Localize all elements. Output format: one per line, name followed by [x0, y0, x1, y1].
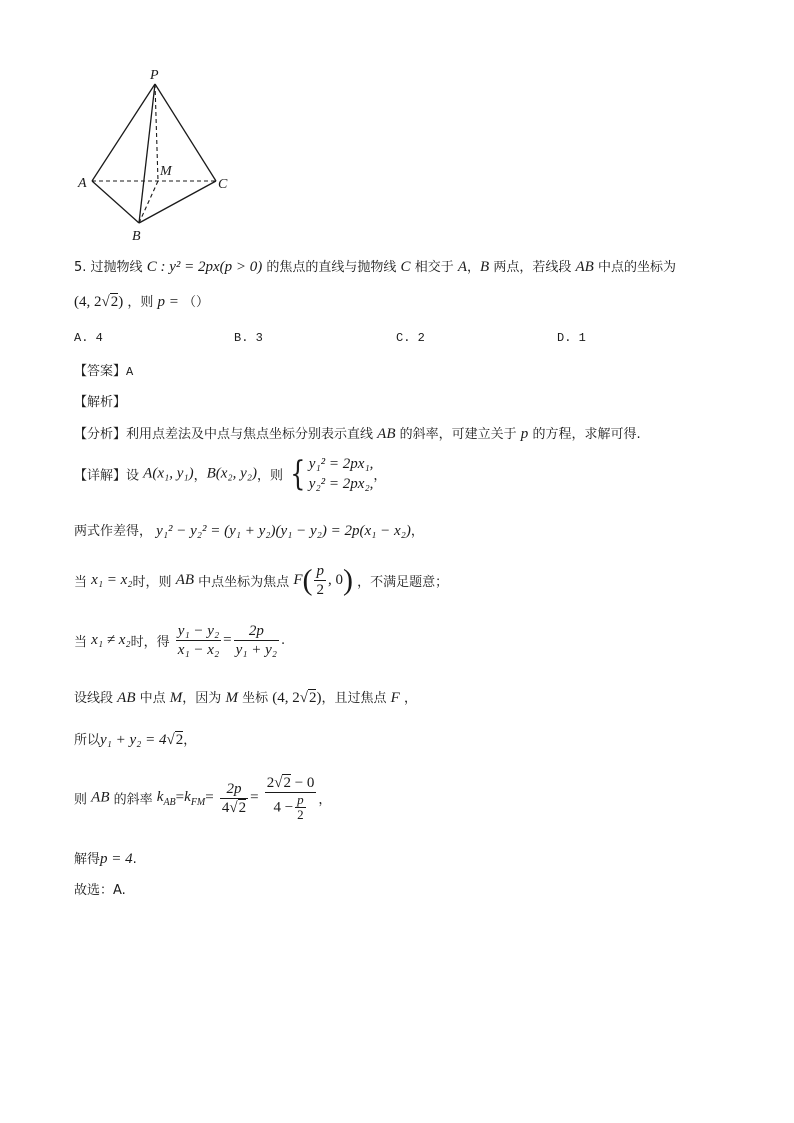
label-b: B	[132, 229, 141, 244]
sum-line: 所以y₁ + y₂ = 4√2，	[74, 732, 197, 748]
edge-ab	[92, 181, 139, 223]
option-a[interactable]: A. 4	[74, 331, 103, 345]
difference-line: 两式作差得， y₁² − y₂² = (y₁ + y₂)(y₁ − y₂) = 2p(x₁ − x₂)，	[74, 523, 424, 539]
option-d[interactable]: D. 1	[557, 331, 586, 345]
equation-system: y₁² = 2px₁, y₂² = 2px₂,	[308, 456, 374, 492]
label-m: M	[160, 164, 172, 179]
midpoint-line: 设线段 AB 中点 M，因为 M 坐标 (4, 2√2)，且过焦点 F ，	[74, 690, 417, 706]
case1-line: 当 x₁ = x₂时，则 AB 中点坐标为焦点 F( $\frac{p}{2}$ , 0) ，不满足题意；	[74, 563, 449, 598]
option-b[interactable]: B. 3	[234, 331, 263, 345]
question-line-1: 5. 过抛物线 C : y² = 2px(p > 0) 的焦点的直线与抛物线 C 相交于 A，B 两点，若线段 AB 中点的坐标为	[74, 259, 676, 275]
left-brace: {	[290, 454, 306, 494]
focus-point: F( $\frac{p}{2}$ , 0)	[293, 563, 353, 598]
detail-tag: 【详解】	[74, 468, 127, 484]
answer-value: A	[126, 365, 134, 379]
midpoint-coordinate: (4, 2√2)	[74, 294, 124, 310]
analysis-tag: 【解析】	[74, 395, 127, 410]
question-line-2: (4, 2√2) ，则 p = （）	[74, 294, 210, 310]
solve-line: 解得p = 4.	[74, 851, 137, 867]
answer-tag: 【答案】	[74, 364, 127, 379]
slope-line: 则 AB 的斜率 $k_{AB}=k_{FM}=$ $\frac{2p}{4√2}$ = 2√2 − 0 4 − $\frac{p}{2}$ ，	[74, 775, 332, 822]
question-number: 5.	[74, 260, 87, 275]
edge-bc	[139, 181, 216, 223]
detail-line: 【详解】设 A(x₁, y₁)，B(x₂, y₂)，则 { y₁² = 2px₁, y₂² = 2px₂, ，	[74, 454, 387, 494]
fenxi-tag: 【分析】	[74, 427, 127, 442]
label-a: A	[78, 176, 87, 191]
final-choice: 故选：A.	[74, 883, 126, 898]
edge-pm-hidden	[155, 84, 158, 181]
answer-blank: （）	[183, 295, 210, 310]
label-c: C	[218, 177, 228, 192]
fenxi-line: 【分析】利用点差法及中点与焦点坐标分别表示直线 AB 的斜率，可建立关于 p 的方程，求解可得.	[74, 426, 641, 442]
parabola-equation: C : y² = 2px(p > 0)	[146, 259, 263, 275]
label-p: P	[150, 68, 159, 83]
case2-line: 当 x₁ ≠ x₂时，得 $\frac{\text{y₁ − y₂}}{\text{x₁ − x₂}}$ = $\frac{2p}{\text{y₁ + y₂}}$ .	[74, 623, 286, 658]
difference-equation: y₁² − y₂² = (y₁ + y₂)(y₁ − y₂) = 2p(x₁ − x₂)	[156, 523, 411, 539]
option-c[interactable]: C. 2	[396, 331, 425, 345]
answer-line	[74, 360, 133, 379]
tetrahedron-figure	[70, 62, 240, 247]
